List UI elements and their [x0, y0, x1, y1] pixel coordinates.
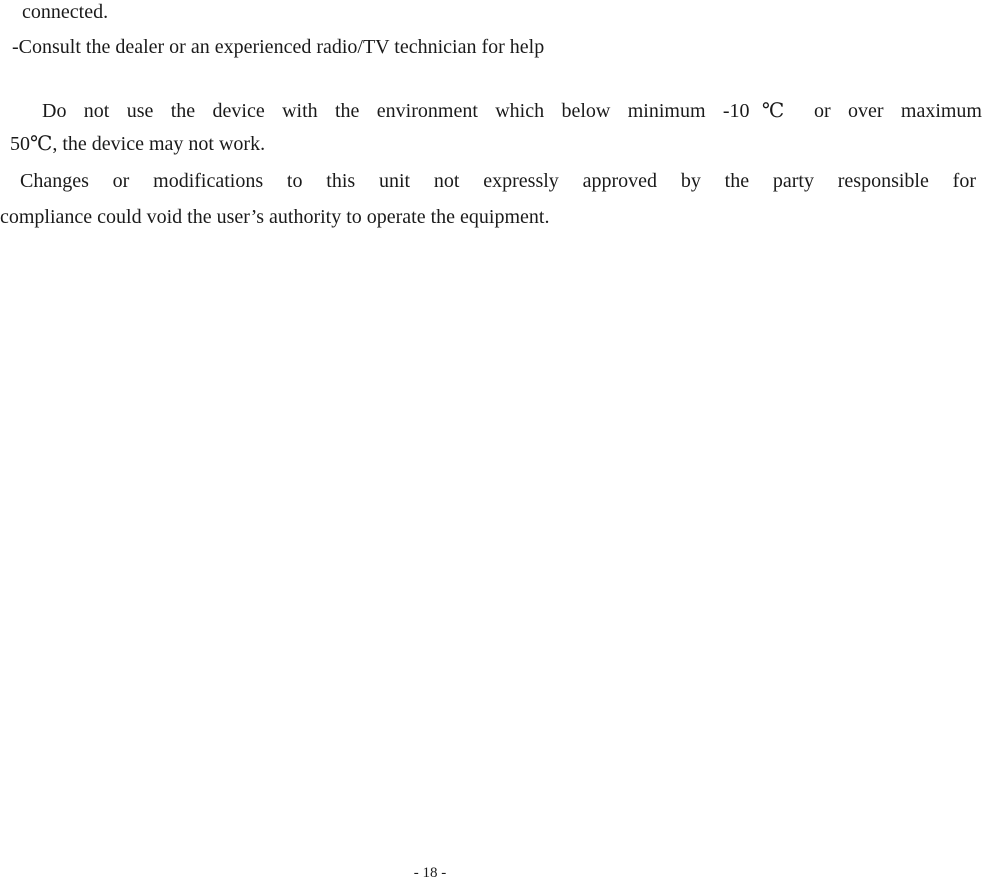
page-number: - 18 -: [413, 865, 447, 881]
text-line-device-may-not-work: 50℃, the device may not work.: [10, 133, 266, 155]
text-line-temperature-warning: Do not use the device with the environment which below minimum -10℃ or over maximum: [42, 100, 982, 122]
text-line-connected: connected.: [22, 1, 109, 23]
text-line-compliance: compliance could void the user’s authority to operate the equipment.: [0, 206, 550, 228]
text-line-changes-modifications: Changes or modifications to this unit not expressly approved by the party responsible for: [20, 170, 976, 192]
text-line-consult-dealer: -Consult the dealer or an experienced radio/TV technician for help: [12, 36, 545, 58]
